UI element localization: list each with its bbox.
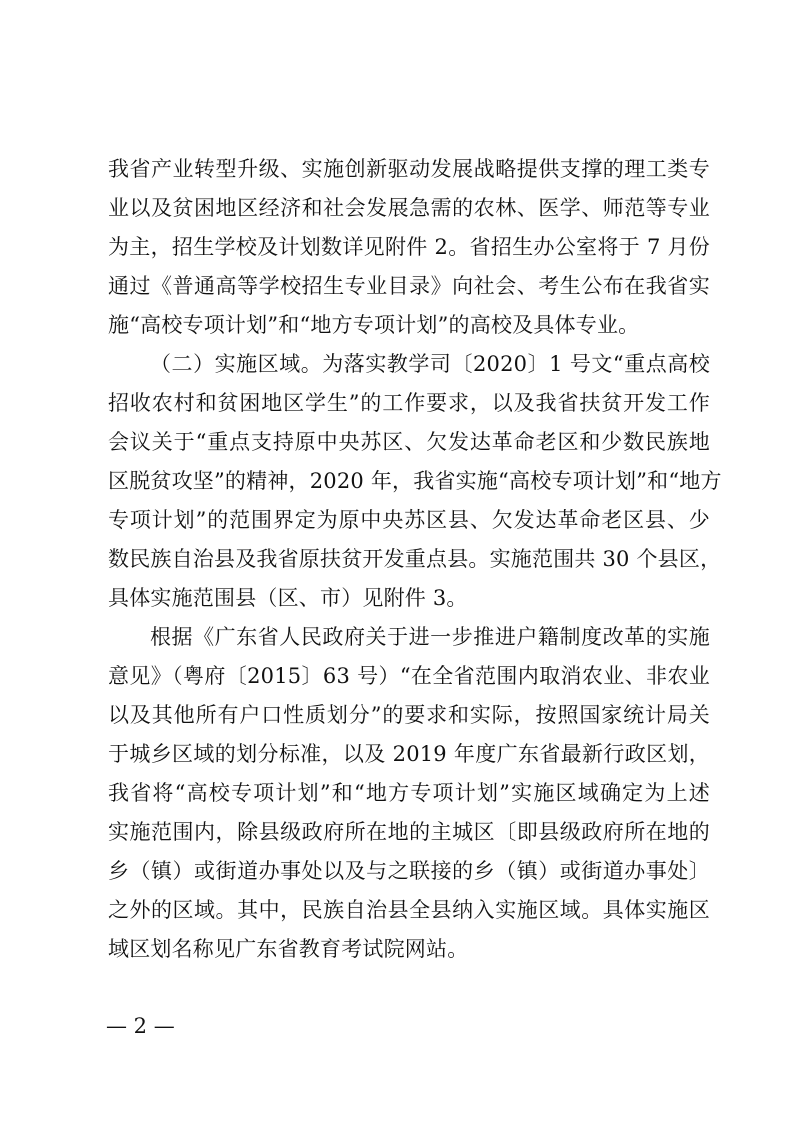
text-line-6: （二）实施区域。为落实教学司〔2020〕1 号文“重点高校 (150, 352, 710, 376)
text-line-1: 我省产业转型升级、实施创新驱动发展战略提供支撑的理工类专 (108, 157, 710, 181)
text-line-16: 于城乡区域的划分标准，以及 2019 年度广东省最新行政区划， (108, 742, 710, 766)
text-line-5: 施“高校专项计划”和“地方专项计划”的高校及具体专业。 (108, 313, 640, 337)
page-number: — 2 — (106, 1014, 175, 1038)
text-line-4: 通过《普通高等学校招生专业目录》向社会、考生公布在我省实 (108, 274, 710, 298)
text-line-12: 具体实施范围县（区、市）见附件 3。 (108, 586, 468, 610)
text-line-21: 域区划名称见广东省教育考试院网站。 (108, 937, 469, 961)
text-line-11: 数民族自治县及我省原扶贫开发重点县。实施范围共 30 个县区， (108, 547, 722, 571)
text-line-8: 会议关于“重点支持原中央苏区、欠发达革命老区和少数民族地 (108, 430, 710, 454)
text-line-14: 意见》（粤府〔2015〕63 号）“在全省范围内取消农业、非农业 (108, 664, 710, 688)
text-line-9: 区脱贫攻坚”的精神，2020 年，我省实施“高校专项计划”和“地方 (108, 469, 722, 493)
text-line-19: 乡（镇）或街道办事处以及与之联接的乡（镇）或街道办事处〕 (108, 859, 710, 883)
text-line-3: 为主，招生学校及计划数详见附件 2。省招生办公室将于 7 月份 (108, 235, 710, 259)
text-line-2: 业以及贫困地区经济和社会发展急需的农林、医学、师范等专业 (108, 196, 710, 220)
text-line-17: 我省将“高校专项计划”和“地方专项计划”实施区域确定为上述 (108, 781, 710, 805)
text-line-10: 专项计划”的范围界定为原中央苏区县、欠发达革命老区县、少 (108, 508, 710, 532)
text-line-18: 实施范围内，除县级政府所在地的主城区〔即县级政府所在地的 (108, 820, 710, 844)
text-line-13: 根据《广东省人民政府关于进一步推进户籍制度改革的实施 (150, 625, 710, 649)
text-line-20: 之外的区域。其中，民族自治县全县纳入实施区域。具体实施区 (108, 898, 710, 922)
text-line-7: 招收农村和贫困地区学生”的工作要求，以及我省扶贫开发工作 (108, 391, 710, 415)
text-line-15: 以及其他所有户口性质划分”的要求和实际，按照国家统计局关 (108, 703, 710, 727)
